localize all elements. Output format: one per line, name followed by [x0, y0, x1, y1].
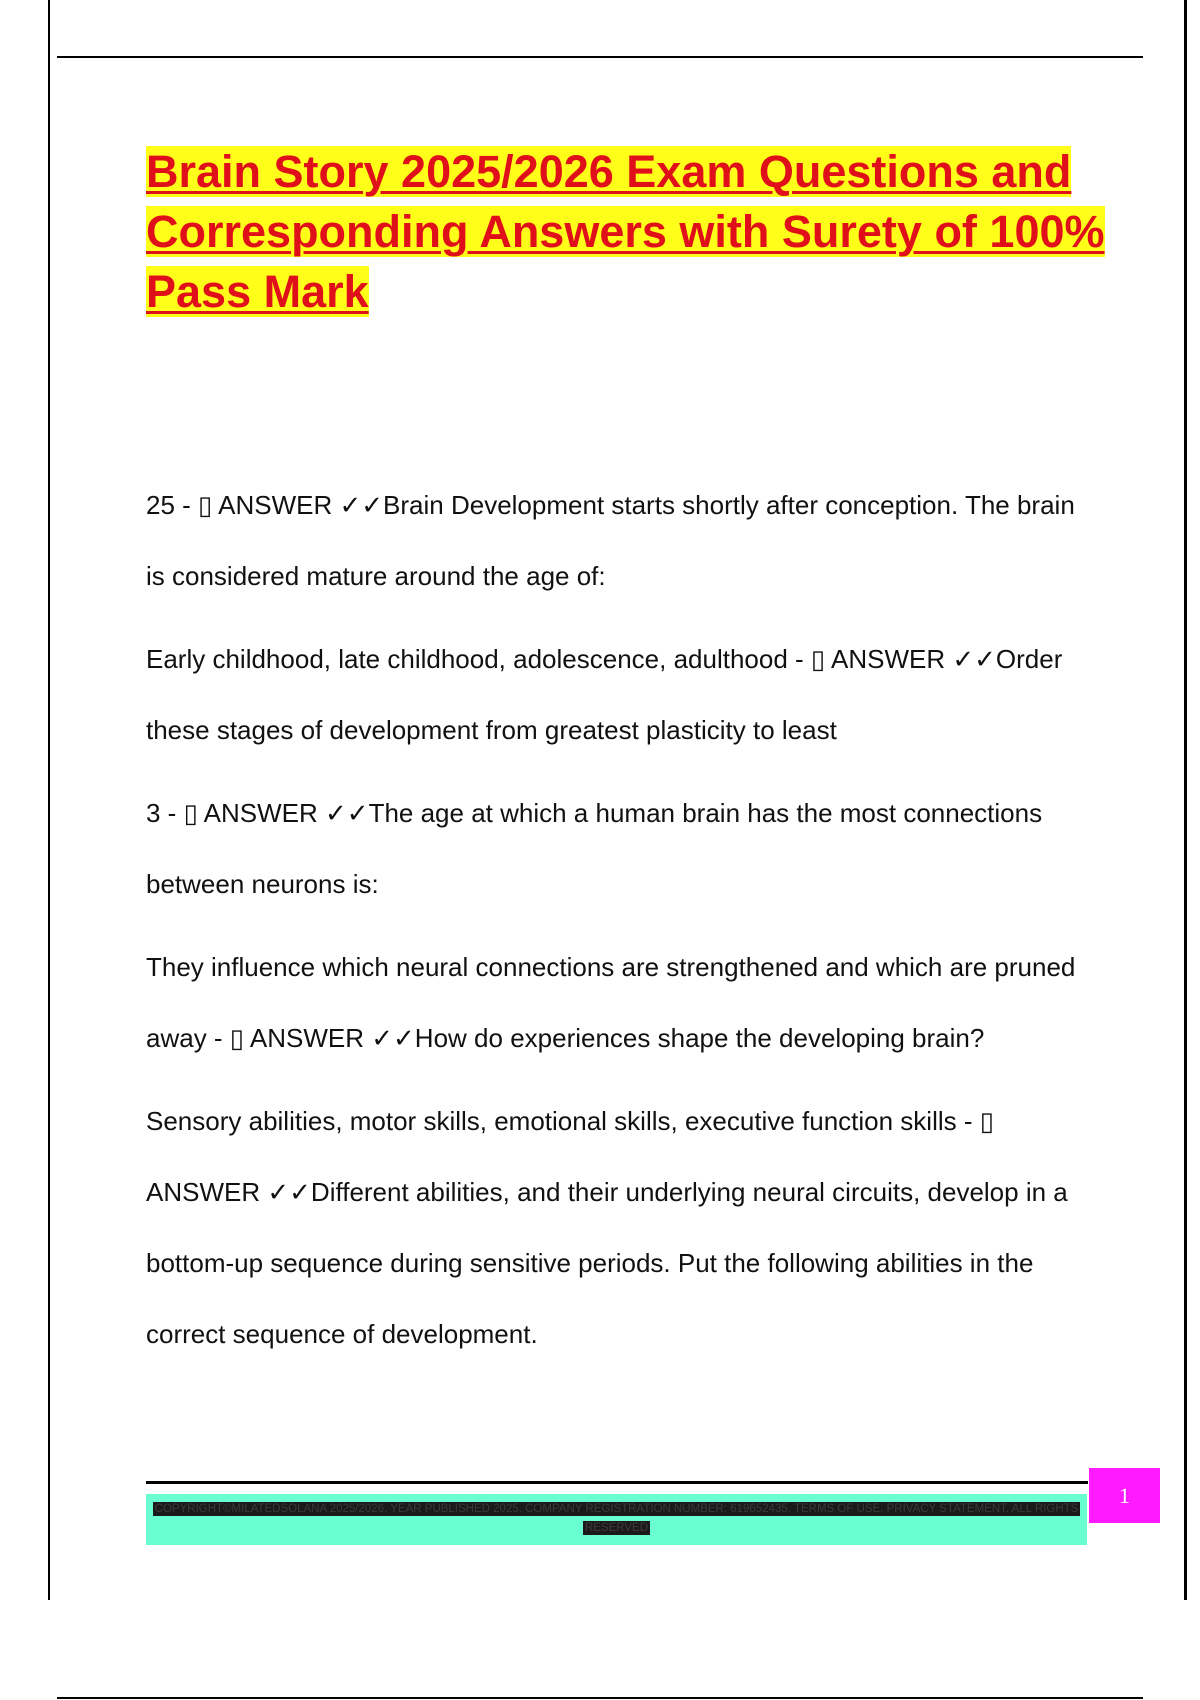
- page-border-right: [1184, 0, 1187, 1600]
- footer-copyright-text: COPYRIGHT©MILATEDSOLANA 2025/2026. YEAR PUBLISHED 2025. COMPANY REGISTRATION NUMBER: 619652435. TERMS OF USE. PRIVACY STATEMENT. ALL RIGHTS RESERVED: [154, 1503, 1079, 1534]
- qa-item: They influence which neural connections are strengthened and which are pruned away - ▯ ANSWER ✓✓How do experiences shape the developing brain?: [146, 952, 1076, 1053]
- bottom-rule: [57, 1697, 1143, 1699]
- qa-item: 25 - ▯ ANSWER ✓✓Brain Development starts shortly after conception. The brain is considered mature around the age of:: [146, 490, 1075, 591]
- page-border-left: [48, 0, 50, 1600]
- footer-rule: [146, 1481, 1088, 1484]
- qa-item: Early childhood, late childhood, adolescence, adulthood - ▯ ANSWER ✓✓Order these stages of development from greatest plasticity to least: [146, 644, 1063, 745]
- document-title: [146, 142, 1106, 322]
- qa-item: Sensory abilities, motor skills, emotional skills, executive function skills - ▯ ANSWER ✓✓Different abilities, and their underlying neural circuits, develop in a bottom-up sequence during sensitive periods. Put the following abilities in the correct sequence of development.: [146, 1106, 1068, 1349]
- footer-copyright-band: [146, 1494, 1087, 1545]
- document-title-text: Brain Story 2025/2026 Exam Questions and Corresponding Answers with Surety of 100% Pass Mark: [146, 146, 1105, 317]
- qa-list: [146, 470, 1096, 1382]
- page-number: 1: [1089, 1468, 1160, 1523]
- qa-item: 3 - ▯ ANSWER ✓✓The age at which a human brain has the most connections between neurons is:: [146, 798, 1043, 899]
- top-rule: [57, 56, 1143, 58]
